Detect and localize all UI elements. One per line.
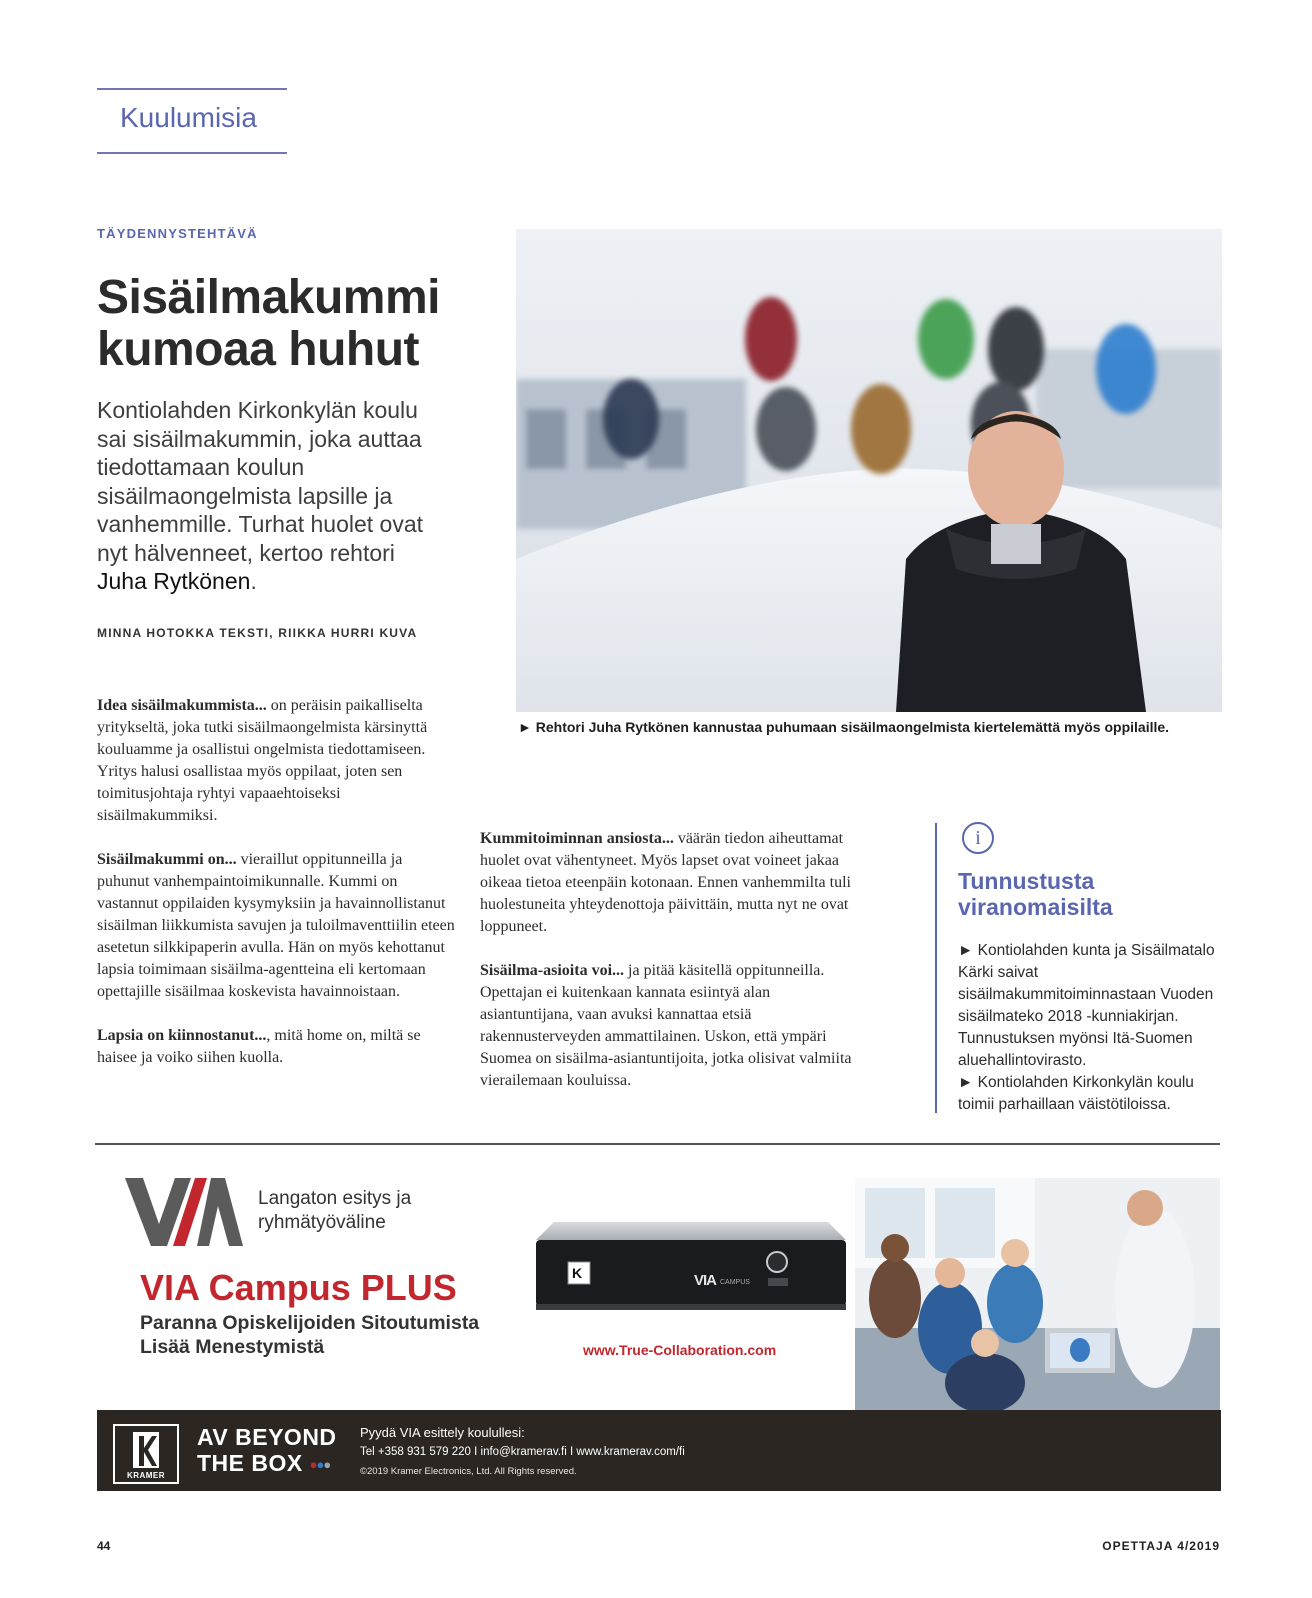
via-logo [125,1178,243,1246]
ad-subtitle [140,1311,479,1359]
lede-text: Kontiolahden Kirkonkylän koulu sai sisäilmakummin, joka auttaa tiedottamaan koulun sisäilmaongelmista lapsille ja vanhemmille. Turhat huolet ovat nyt hälvenneet, kertoo rehtori [97,397,424,566]
paragraph-text: , mitä home on, miltä se haisee ja voiko siihen kuolla. [97,1027,421,1066]
paragraph-lead: Sisäilmakummi on... [97,851,237,868]
classroom-photo [855,1178,1220,1410]
ad-product-name: VIA Campus PLUS [140,1267,457,1308]
infobox-rule [935,823,937,1113]
section-rule-top [97,88,287,90]
issue-label: OPETTAJA 4/2019 [1102,1539,1220,1553]
via-logo-mark [125,1178,243,1246]
article-byline: MINNA HOTOKKA TEKSTI, RIIKKA HURRI KUVA [97,626,418,640]
lede-end: . [250,568,257,594]
infobox-item: ► Kontiolahden Kirkonkylän koulu toimii parhaillaan väistötiloissa. [958,1074,1194,1113]
photo-caption: ► Rehtori Juha Rytkönen kannustaa puhumaan sisäilmaongelmista kiertelemättä myös oppilaille. [518,719,1170,735]
ad-slogan-text: THE BOX [197,1450,303,1476]
ad-tagline [258,1187,411,1235]
ad-slogan-line: AV BEYOND [197,1424,337,1450]
ad-tagline-line: ryhmätyöväline [258,1212,386,1233]
article-headline: Sisäilmakummi kumoaa huhut [97,271,440,376]
paragraph-lead: Sisäilma-asioita voi... [480,962,625,979]
body-column-2 [480,828,860,1114]
photo-illustration [516,229,1222,712]
paragraph [97,695,457,827]
paragraph [480,828,860,938]
paragraph [97,1025,457,1069]
paragraph [97,849,457,1003]
device-kramer-k: K [572,1265,583,1281]
ad-slogan [197,1424,337,1478]
page-number: 44 [97,1539,111,1553]
article-photo [516,229,1222,712]
paragraph-text: ja pitää käsitellä oppitunneilla. Opettajan ei kuitenkaan kannata esiintyä alan asiantuntijana, vaan avuksi kannattaa etsiä rakennusterveyden ammattilainen. Uskon, että ympäri Suomea on sisäilma-asiantuntijoita, jotka olisivat valmiita vierailemaan kouluissa. [480,962,852,1089]
via-campus-device [534,1218,848,1318]
section-label: Kuulumisia [120,102,257,133]
kramer-logo-label: KRAMER [126,1471,166,1480]
article-lede [97,396,427,596]
infobox-body [958,940,1220,1116]
ad-subtitle-line: Lisää Menestymistä [140,1336,325,1358]
article-kicker: TÄYDENNYSTEHTÄVÄ [97,226,258,241]
classroom-illustration [855,1178,1220,1410]
device-model: CAMPUS [720,1279,750,1286]
infobox-title: Tunnustusta viranomaisilta [958,868,1113,920]
section-rule-bottom [97,152,287,154]
paragraph-text: on peräisin paikalliselta yritykseltä, joka tutki sisäilmaongelmista kärsinyttä kouluamme ja osallistui ongelmista tiedottamiseen. Yritys halusi osallistaa myös oppilaat, joten sen toimitusjohtaja ryhtyi vapaaehtoiseksi sisäilmakummiksi. [97,697,428,824]
ad-tagline-line: Langaton esitys ja [258,1188,412,1209]
device-brand: VIA [694,1272,717,1289]
paragraph-text: väärän tiedon aiheuttamat huolet ovat vähentyneet. Myös lapset ovat voineet jakaa oikeaa tietoa eteenpäin kotonaan. Ennen vanhemmilta tuli huolestuneita yhteydenottoja päivittäin, mutta nyt ne ovat loppuneet. [480,830,851,935]
body-column-1 [97,695,457,1091]
ad-copyright: ©2019 Kramer Electronics, Ltd. All Rights reserved. [360,1466,577,1477]
paragraph-lead: Idea sisäilmakummista... [97,697,267,714]
contact-heading: Pyydä VIA esittely koulullesi: [360,1425,525,1440]
slogan-dots-icon: ●●● [309,1456,331,1472]
ad-url-link[interactable]: www.True-Collaboration.com [583,1342,777,1358]
kramer-logo [113,1424,179,1484]
ad-slogan-line [197,1450,337,1478]
infobox-item: ► Kontiolahden kunta ja Sisäilmatalo Kärki saivat sisäilmakummitoiminnastaan Vuoden sisäilmateko 2018 -kunniakirjan. Tunnustuksen myönsi Itä-Suomen aluehallintovirasto. [958,942,1215,1069]
paragraph-text: vieraillut oppitunneilla ja puhunut vanhempaintoimikunnalle. Kummi on vastannut oppilaiden kysymyksiin ja havainnollistanut sisäilman liikkumista savujen ja tuloilmaventtiilin eteen asetetun silkkipaperin avulla. Hän on myös kehottanut lapsia toimimaan sisäilma-agentteina eli kertomaan opettajille sisäilmaa koskevista havainnoistaan. [97,851,455,1000]
ad-divider [95,1143,1220,1145]
info-icon: i [962,822,994,854]
lede-name: Juha Rytkönen [97,568,251,594]
ad-subtitle-line: Paranna Opiskelijoiden Sitoutumista [140,1312,480,1334]
paragraph [480,960,860,1092]
contact-details[interactable]: Tel +358 931 579 220 I info@kramerav.fi I www.kramerav.com/fi [360,1446,685,1458]
kramer-logo-mark [115,1428,177,1470]
paragraph-lead: Kummitoiminnan ansiosta... [480,830,674,847]
paragraph-lead: Lapsia on kiinnostanut... [97,1027,267,1044]
